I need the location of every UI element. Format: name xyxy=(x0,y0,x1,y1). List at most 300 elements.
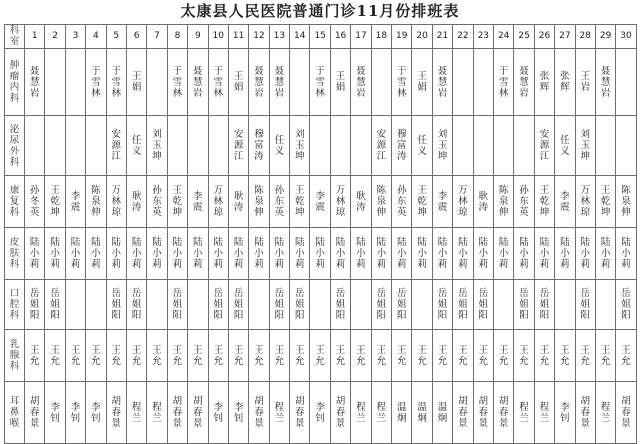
doctor-name: 温炯 xyxy=(417,401,427,424)
doctor-name: 陆小莉 xyxy=(580,237,590,270)
schedule-cell xyxy=(534,228,554,280)
doctor-name: 王允 xyxy=(295,344,305,367)
schedule-cell xyxy=(371,280,391,330)
day-header xyxy=(25,25,45,49)
schedule-cell xyxy=(249,116,269,176)
schedule-cell xyxy=(453,49,473,116)
dept-cell xyxy=(5,176,25,228)
schedule-cell xyxy=(106,280,126,330)
schedule-cell xyxy=(208,176,228,228)
doctor-name: 温炯 xyxy=(437,401,448,424)
schedule-cell xyxy=(330,382,350,444)
doctor-name: 陆小莉 xyxy=(458,237,468,270)
doctor-name: 陆小莉 xyxy=(539,237,550,270)
dept-cell xyxy=(5,228,25,280)
doctor-name: 王允 xyxy=(152,344,162,367)
dept-cell xyxy=(5,116,25,176)
schedule-cell xyxy=(106,382,126,444)
schedule-cell xyxy=(310,280,330,330)
doctor-name: 陆小莉 xyxy=(295,237,305,270)
doctor-name: 陆小莉 xyxy=(274,237,285,270)
doctor-name: 王岩 xyxy=(580,71,590,93)
doctor-name: 李震 xyxy=(70,190,81,213)
schedule-cell xyxy=(208,116,228,176)
schedule-cell xyxy=(616,382,636,444)
schedule-cell xyxy=(555,280,575,330)
schedule-cell xyxy=(208,228,228,280)
day-number: 29 xyxy=(599,31,612,41)
schedule-cell xyxy=(453,330,473,382)
doctor-name: 程兰 xyxy=(376,401,387,424)
schedule-cell xyxy=(228,228,248,280)
schedule-cell xyxy=(249,330,269,382)
schedule-cell xyxy=(330,116,350,176)
schedule-cell xyxy=(616,116,636,176)
schedule-cell xyxy=(126,176,146,228)
day-number: 7 xyxy=(154,31,160,41)
day-number: 17 xyxy=(355,31,367,41)
doctor-name: 岳姐阳 xyxy=(335,288,346,321)
day-header xyxy=(555,25,575,49)
doctor-name: 王允 xyxy=(539,344,550,367)
doctor-name: 胡春景 xyxy=(621,396,631,429)
schedule-cell xyxy=(249,280,269,330)
schedule-cell xyxy=(25,382,45,444)
schedule-cell xyxy=(575,228,595,280)
schedule-cell xyxy=(126,382,146,444)
schedule-cell xyxy=(555,382,575,444)
schedule-cell xyxy=(330,330,350,382)
doctor-name: 于雪林 xyxy=(111,65,121,99)
schedule-cell xyxy=(616,228,636,280)
schedule-cell xyxy=(453,176,473,228)
schedule-cell xyxy=(269,330,289,382)
day-header xyxy=(412,25,432,49)
day-number: 19 xyxy=(396,31,408,41)
schedule-cell xyxy=(86,382,106,444)
schedule-cell xyxy=(208,330,228,382)
doctor-name: 万林琼 xyxy=(335,185,346,218)
schedule-cell xyxy=(432,116,452,176)
doctor-name: 岳姐阳 xyxy=(29,288,40,321)
doctor-name: 王允 xyxy=(458,344,468,367)
doctor-name: 胡春景 xyxy=(580,396,590,429)
schedule-cell xyxy=(269,116,289,176)
doctor-name: 陆小莉 xyxy=(376,237,387,270)
schedule-cell xyxy=(493,116,513,176)
doctor-name: 岳姐阳 xyxy=(437,288,448,321)
doctor-name: 程兰 xyxy=(519,401,529,424)
schedule-cell xyxy=(126,280,146,330)
day-number: 5 xyxy=(113,31,120,41)
schedule-cell xyxy=(534,49,554,116)
day-header xyxy=(310,25,330,49)
schedule-cell xyxy=(412,176,432,228)
schedule-cell xyxy=(392,116,412,176)
schedule-cell xyxy=(310,49,330,116)
doctor-name: 安源江 xyxy=(111,129,121,162)
doctor-name: 王允 xyxy=(621,344,631,367)
doctor-name: 程兰 xyxy=(356,401,366,424)
schedule-cell xyxy=(167,330,187,382)
schedule-cell xyxy=(432,49,452,116)
day-header xyxy=(65,25,85,49)
schedule-cell xyxy=(188,176,208,228)
schedule-cell xyxy=(330,176,350,228)
doctor-name: 于雪林 xyxy=(315,65,325,99)
doctor-name: 陆小莉 xyxy=(335,237,346,270)
doctor-name: 任义 xyxy=(417,134,427,157)
doctor-name: 王允 xyxy=(29,344,40,367)
schedule-table xyxy=(4,24,637,444)
schedule-cell xyxy=(351,382,371,444)
day-header xyxy=(432,25,452,49)
day-header xyxy=(45,25,65,49)
schedule-cell xyxy=(208,382,228,444)
doctor-name: 陈泉伸 xyxy=(621,185,631,218)
doctor-name: 于雪林 xyxy=(498,65,509,99)
header-dept-text: 科室 xyxy=(9,25,20,47)
doctor-name: 聂慧岩 xyxy=(437,65,448,99)
doctor-name: 李钊 xyxy=(233,401,244,424)
schedule-cell xyxy=(473,49,493,116)
doctor-name: 孙东英 xyxy=(274,185,285,218)
doctor-name: 王允 xyxy=(600,344,611,367)
doctor-name: 岳姐阳 xyxy=(539,288,550,321)
schedule-cell xyxy=(269,176,289,228)
doctor-name: 李震 xyxy=(560,190,570,213)
day-header xyxy=(167,25,187,49)
doctor-name: 王允 xyxy=(560,344,570,367)
schedule-cell xyxy=(575,280,595,330)
schedule-cell xyxy=(351,176,371,228)
doctor-name: 王允 xyxy=(111,344,121,367)
doctor-name: 陆小莉 xyxy=(478,237,489,270)
doctor-name: 于雪林 xyxy=(213,65,223,99)
schedule-cell xyxy=(371,382,391,444)
schedule-cell xyxy=(534,176,554,228)
doctor-name: 安源江 xyxy=(376,129,387,162)
schedule-cell xyxy=(412,116,432,176)
schedule-cell xyxy=(534,280,554,330)
doctor-name: 陆小莉 xyxy=(172,237,183,270)
schedule-cell xyxy=(412,280,432,330)
day-number: 18 xyxy=(375,31,388,41)
schedule-cell xyxy=(351,330,371,382)
doctor-name: 穆富涛 xyxy=(396,129,407,162)
doctor-name: 程兰 xyxy=(152,401,162,424)
schedule-cell xyxy=(249,49,269,116)
day-number: 25 xyxy=(518,31,530,41)
doctor-name: 孙东英 xyxy=(519,185,529,218)
doctor-name: 胡春景 xyxy=(458,396,468,429)
schedule-cell xyxy=(106,49,126,116)
doctor-name: 陈泉伸 xyxy=(498,185,509,218)
schedule-cell xyxy=(269,49,289,116)
doctor-name: 聂慧岩 xyxy=(193,65,203,99)
doctor-name: 刘玉坤 xyxy=(152,129,162,162)
schedule-cell xyxy=(25,49,45,116)
schedule-cell xyxy=(106,228,126,280)
doctor-name: 万林琼 xyxy=(580,185,590,218)
schedule-cell xyxy=(86,116,106,176)
doctor-name: 温炯 xyxy=(396,401,407,424)
doctor-name: 岳姐阳 xyxy=(233,288,244,321)
schedule-cell xyxy=(412,382,432,444)
schedule-cell xyxy=(555,176,575,228)
day-number: 26 xyxy=(538,31,551,41)
day-number: 3 xyxy=(72,31,79,41)
schedule-cell xyxy=(493,280,513,330)
schedule-cell xyxy=(147,228,167,280)
doctor-name: 王娟 xyxy=(417,71,427,93)
doctor-name: 陆小莉 xyxy=(111,237,121,270)
schedule-cell xyxy=(228,116,248,176)
schedule-cell xyxy=(514,49,534,116)
schedule-cell xyxy=(65,228,85,280)
schedule-cell xyxy=(310,228,330,280)
schedule-cell xyxy=(493,382,513,444)
doctor-name: 王允 xyxy=(213,344,223,367)
day-number: 11 xyxy=(232,31,245,41)
doctor-name: 张辉 xyxy=(539,71,550,93)
doctor-name: 孙冬英 xyxy=(29,185,40,218)
day-number: 1 xyxy=(31,31,38,41)
day-number: 15 xyxy=(314,31,326,41)
schedule-cell xyxy=(534,382,554,444)
doctor-name: 陆小莉 xyxy=(621,237,631,270)
schedule-cell xyxy=(514,176,534,228)
schedule-cell xyxy=(595,330,615,382)
doctor-name: 王允 xyxy=(437,344,448,367)
schedule-cell xyxy=(473,382,493,444)
table-row xyxy=(5,116,637,176)
doctor-name: 岳姐阳 xyxy=(621,288,631,321)
doctor-name: 王允 xyxy=(376,344,387,367)
doctor-name: 安源江 xyxy=(233,129,244,162)
schedule-cell xyxy=(493,228,513,280)
doctor-name: 陆小莉 xyxy=(417,237,427,270)
schedule-cell xyxy=(65,280,85,330)
day-header xyxy=(595,25,615,49)
doctor-name: 李钊 xyxy=(213,401,223,424)
day-header xyxy=(106,25,126,49)
schedule-cell xyxy=(351,228,371,280)
day-header xyxy=(392,25,412,49)
doctor-name: 陈泉伸 xyxy=(254,185,264,218)
dept-name: 耳鼻喉 xyxy=(9,396,20,429)
doctor-name: 万林琼 xyxy=(458,185,468,218)
day-header xyxy=(473,25,493,49)
doctor-name: 王乾坤 xyxy=(295,185,305,218)
doctor-name: 李钊 xyxy=(560,401,570,424)
schedule-cell xyxy=(453,280,473,330)
schedule-cell xyxy=(126,116,146,176)
schedule-cell xyxy=(147,116,167,176)
schedule-cell xyxy=(371,176,391,228)
day-number: 24 xyxy=(497,31,510,41)
doctor-name: 岳姐阳 xyxy=(172,288,183,321)
day-number: 27 xyxy=(559,31,571,41)
schedule-cell xyxy=(392,280,412,330)
schedule-cell xyxy=(86,49,106,116)
doctor-name: 聂慧岩 xyxy=(29,65,40,99)
doctor-name: 陈泉伸 xyxy=(91,185,101,218)
day-header xyxy=(249,25,269,49)
schedule-cell xyxy=(228,176,248,228)
schedule-cell xyxy=(575,382,595,444)
schedule-cell xyxy=(432,176,452,228)
day-number: 16 xyxy=(334,31,347,41)
doctor-name: 聂慧岩 xyxy=(600,65,611,99)
schedule-cell xyxy=(616,176,636,228)
schedule-cell xyxy=(412,330,432,382)
schedule-cell xyxy=(575,116,595,176)
schedule-cell xyxy=(473,330,493,382)
doctor-name: 张辉 xyxy=(560,71,570,93)
doctor-name: 胡春景 xyxy=(29,396,40,429)
doctor-name: 孙东英 xyxy=(396,185,407,218)
schedule-cell xyxy=(65,330,85,382)
doctor-name: 聂慧岩 xyxy=(254,65,264,99)
schedule-cell xyxy=(432,228,452,280)
doctor-name: 岳姐阳 xyxy=(458,288,468,321)
day-header xyxy=(514,25,534,49)
schedule-cell xyxy=(86,228,106,280)
day-header xyxy=(330,25,350,49)
doctor-name: 岳姐阳 xyxy=(295,288,305,321)
schedule-cell xyxy=(453,228,473,280)
schedule-cell xyxy=(555,330,575,382)
doctor-name: 程兰 xyxy=(539,401,550,424)
doctor-name: 孙东英 xyxy=(152,185,162,218)
schedule-cell xyxy=(392,49,412,116)
schedule-cell xyxy=(371,228,391,280)
doctor-name: 王允 xyxy=(172,344,183,367)
schedule-cell xyxy=(351,280,371,330)
doctor-name: 胡春景 xyxy=(111,396,121,429)
doctor-name: 耿涛 xyxy=(478,190,489,213)
schedule-cell xyxy=(45,228,65,280)
day-number: 4 xyxy=(93,31,99,41)
day-header xyxy=(208,25,228,49)
schedule-cell xyxy=(473,228,493,280)
schedule-cell xyxy=(330,49,350,116)
schedule-cell xyxy=(616,330,636,382)
schedule-cell xyxy=(45,176,65,228)
doctor-name: 岳姐阳 xyxy=(274,288,285,321)
doctor-name: 胡春景 xyxy=(498,396,509,429)
schedule-cell xyxy=(126,330,146,382)
schedule-cell xyxy=(167,116,187,176)
schedule-cell xyxy=(371,330,391,382)
doctor-name: 王允 xyxy=(254,344,264,367)
doctor-name: 王允 xyxy=(50,344,60,367)
dept-cell xyxy=(5,49,25,116)
doctor-name: 王允 xyxy=(335,344,346,367)
dept-name: 皮肤科 xyxy=(9,237,20,270)
doctor-name: 陈泉伸 xyxy=(376,185,387,218)
doctor-name: 王乾坤 xyxy=(172,185,183,218)
schedule-cell xyxy=(45,280,65,330)
day-number: 6 xyxy=(133,31,140,41)
header-row xyxy=(5,25,637,49)
schedule-cell xyxy=(65,382,85,444)
doctor-name: 岳姐阳 xyxy=(376,288,387,321)
schedule-cell xyxy=(392,228,412,280)
schedule-cell xyxy=(330,228,350,280)
doctor-name: 陆小莉 xyxy=(437,237,448,270)
doctor-name: 王允 xyxy=(478,344,489,367)
doctor-name: 胡春景 xyxy=(172,396,183,429)
table-row xyxy=(5,49,637,116)
schedule-cell xyxy=(45,382,65,444)
doctor-name: 程兰 xyxy=(600,401,611,424)
day-header xyxy=(86,25,106,49)
schedule-cell xyxy=(269,228,289,280)
doctor-name: 李钊 xyxy=(50,401,60,424)
schedule-cell xyxy=(188,280,208,330)
doctor-name: 王乾坤 xyxy=(600,185,611,218)
schedule-cell xyxy=(25,176,45,228)
doctor-name: 陆小莉 xyxy=(193,237,203,270)
doctor-name: 王乾坤 xyxy=(50,185,60,218)
schedule-cell xyxy=(555,116,575,176)
schedule-cell xyxy=(555,49,575,116)
schedule-cell xyxy=(167,280,187,330)
schedule-cell xyxy=(228,382,248,444)
schedule-cell xyxy=(595,382,615,444)
schedule-cell xyxy=(290,49,310,116)
schedule-cell xyxy=(473,176,493,228)
schedule-cell xyxy=(25,228,45,280)
doctor-name: 岳姐阳 xyxy=(131,288,142,321)
schedule-cell xyxy=(228,49,248,116)
day-number: 14 xyxy=(294,31,306,41)
page-title: 太康县人民医院普通门诊11月份排班表 xyxy=(180,2,460,20)
doctor-name: 王乾坤 xyxy=(539,185,550,218)
schedule-cell xyxy=(493,49,513,116)
schedule-cell xyxy=(575,49,595,116)
doctor-name: 岳姐阳 xyxy=(478,288,489,321)
schedule-cell xyxy=(147,330,167,382)
schedule-cell xyxy=(45,330,65,382)
schedule-cell xyxy=(453,382,473,444)
schedule-cell xyxy=(371,116,391,176)
schedule-cell xyxy=(432,382,452,444)
schedule-cell xyxy=(147,49,167,116)
schedule-cell xyxy=(188,330,208,382)
schedule-cell xyxy=(412,228,432,280)
doctor-name: 程兰 xyxy=(131,401,142,424)
schedule-cell xyxy=(25,280,45,330)
doctor-name: 于雪林 xyxy=(396,65,407,99)
table-row xyxy=(5,330,637,382)
schedule-cell xyxy=(392,330,412,382)
doctor-name: 陆小莉 xyxy=(560,237,570,270)
schedule-cell xyxy=(351,49,371,116)
doctor-name: 于雪林 xyxy=(91,65,101,99)
table-row xyxy=(5,228,637,280)
schedule-cell xyxy=(106,176,126,228)
schedule-cell xyxy=(514,382,534,444)
day-header xyxy=(147,25,167,49)
schedule-cell xyxy=(310,116,330,176)
doctor-name: 刘玉坤 xyxy=(295,129,305,162)
schedule-cell xyxy=(290,330,310,382)
doctor-name: 陆小莉 xyxy=(152,237,162,270)
doctor-name: 陆小莉 xyxy=(396,237,407,270)
